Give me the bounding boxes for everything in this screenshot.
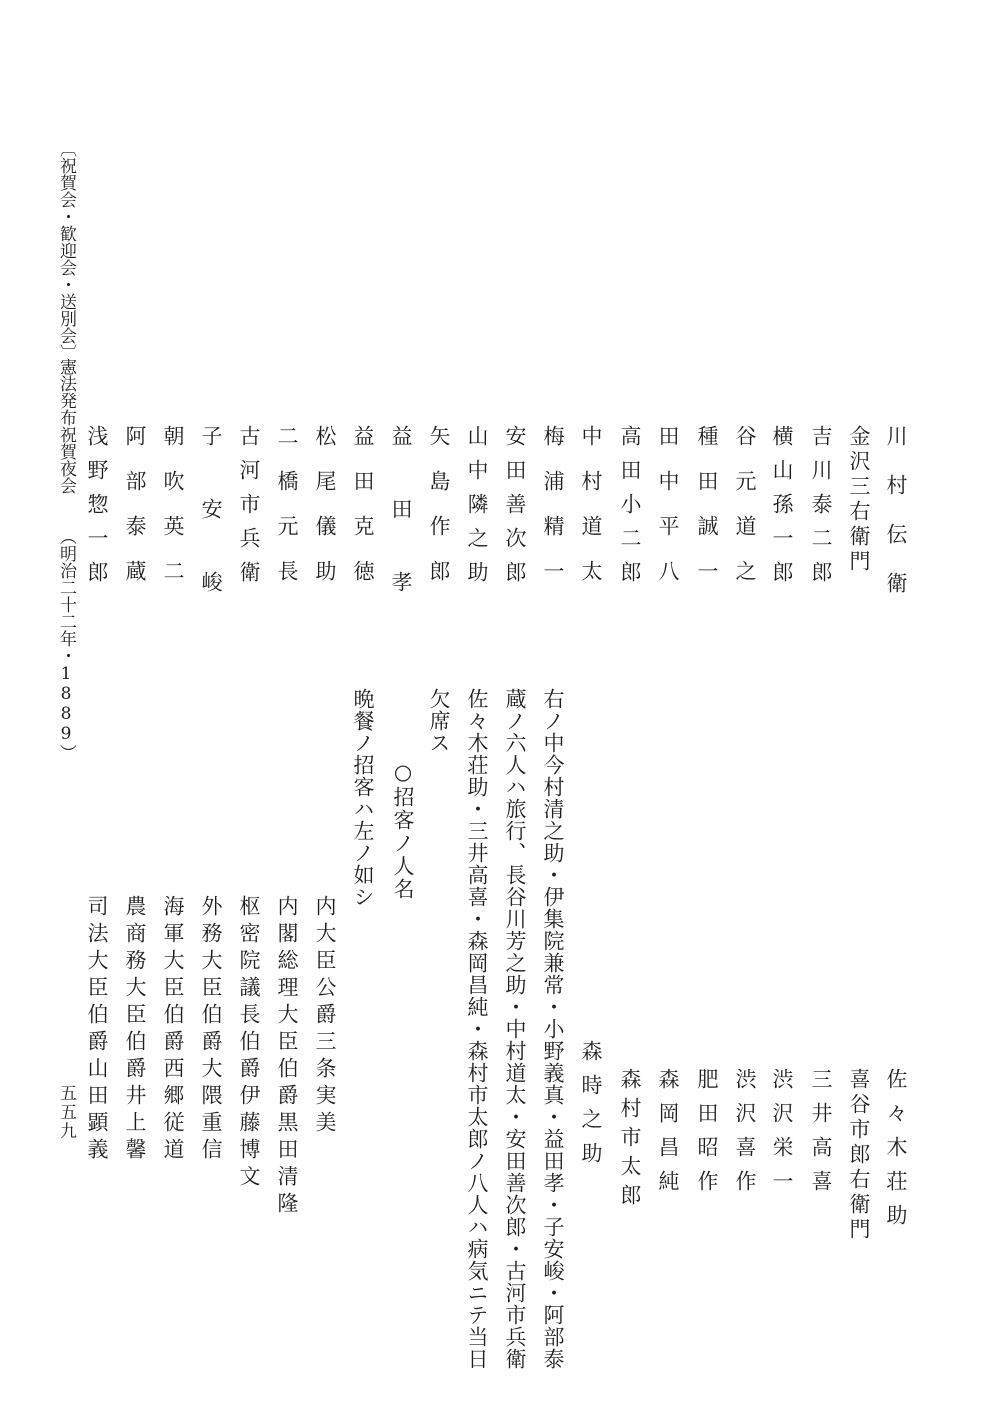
guests-heading: ○招客ノ人名 [391,760,415,901]
guest-entry: 司法大臣伯爵山田顕義 [85,895,109,1165]
attendee-name: 喜谷市郎右衛門 [847,1068,871,1243]
running-head-title: 憲法発布祝賀夜会 [56,358,76,494]
attendee-name: 森岡昌純 [656,1068,680,1204]
attendee-name: 佐々木荘助 [884,1068,908,1238]
attendee-name: 松尾儀助 [313,425,337,605]
attendee-name: 谷元道之 [733,425,757,605]
attendee-name: 森村市太郎 [618,1068,642,1213]
attendee-name: 吉川泰二郎 [809,425,833,595]
attendee-name: 二橋元長 [275,425,299,605]
guest-entry: 海軍大臣伯爵西郷従道 [161,895,185,1165]
attendee-name: 横山孫一郎 [770,425,794,595]
attendee-name: 安田善次郎 [503,425,527,595]
attendee-name: 益田克徳 [351,425,375,605]
attendee-name: 田中平八 [656,425,680,605]
running-head-section: 〔祝賀会・歓迎会・送別会〕 [56,140,76,361]
guest-entry: 外務大臣伯爵大隈重信 [199,895,223,1165]
absence-note-line: 佐々木荘助・三井高喜・森岡昌純・森村市太郎ノ八人ハ病気ニテ当日 [465,688,489,1370]
attendee-name: 中村道太 [579,425,603,605]
attendee-name: 矢島作郎 [427,425,451,605]
attendee-name: 阿部泰蔵 [123,425,147,605]
attendee-name: 子安峻 [199,425,223,644]
attendee-name: 高田小二郎 [618,425,642,595]
guest-entry: 内閣総理大臣伯爵黒田清隆 [275,895,299,1219]
attendee-name: 渋沢栄一 [770,1068,794,1204]
attendee-name: 種田誠一 [695,425,719,605]
page-number: 五五九 [56,1084,76,1141]
attendee-name: 森時之助 [579,1040,603,1176]
absence-note-line: 蔵ノ六人ハ旅行、長谷川芳之助・中村道太・安田善次郎・古河市兵衛 [503,688,527,1370]
guests-intro: 晩餐ノ招客ハ左ノ如シ [351,688,375,908]
attendee-name: 梅浦精一 [541,425,565,605]
attendee-name: 肥田昭作 [695,1068,719,1204]
running-head-date: （明治二十二年・1889） [56,528,76,761]
attendee-name: 山中隣之助 [465,425,489,595]
attendee-name: 浅野惣一郎 [85,425,109,595]
attendee-name: 益田孝 [389,425,413,644]
attendee-name: 川村伝衛 [884,425,908,621]
guest-entry: 枢密院議長伯爵伊藤博文 [237,895,261,1192]
attendee-name: 金沢三右衛門 [847,425,871,575]
absence-note-line: 右ノ中今村清之助・伊集院兼常・小野義真・益田孝・子安峻・阿部泰 [541,688,565,1370]
absence-note-line: 欠席ス [427,688,451,754]
guest-entry: 農商務大臣伯爵井上馨 [123,895,147,1165]
attendee-name: 朝吹英二 [161,425,185,605]
guest-entry: 内大臣公爵三条実美 [313,895,337,1138]
attendee-name: 古河市兵衛 [237,425,261,595]
attendee-name: 三井高喜 [809,1068,833,1204]
attendee-name: 渋沢喜作 [733,1068,757,1204]
